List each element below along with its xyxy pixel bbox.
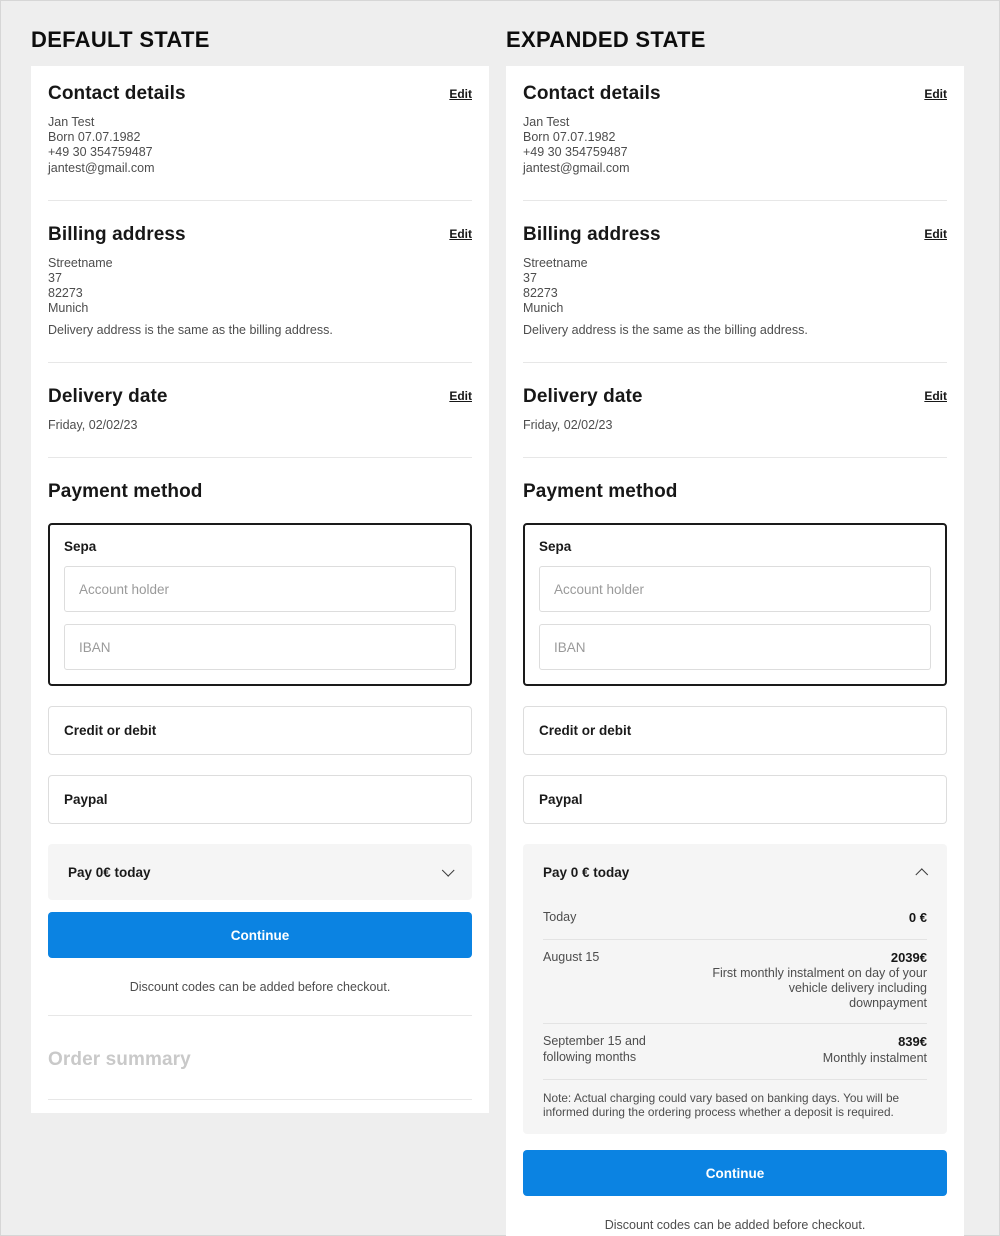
contact-name: Jan Test (48, 115, 95, 129)
panel-default-state (31, 27, 489, 1236)
pay-today-label: Pay 0 € today (543, 864, 630, 880)
contact-section-header (48, 82, 472, 105)
payment-option-sepa[interactable] (523, 523, 947, 686)
checkout-card-expanded (506, 66, 964, 1236)
contact-details-title: Contact details (523, 83, 661, 104)
edit-contact-link[interactable]: Edit (449, 86, 472, 101)
payment-method-title: Payment method (48, 481, 203, 503)
divider (48, 362, 472, 363)
divider (523, 200, 947, 201)
contact-name: Jan Test (523, 115, 570, 129)
pay-today-label: Pay 0€ today (68, 864, 151, 880)
schedule-label: Today (543, 910, 577, 925)
billing-section-header (523, 223, 947, 246)
edit-delivery-link[interactable]: Edit (924, 389, 947, 404)
payment-option-sepa[interactable] (48, 523, 472, 686)
chevron-up-icon (915, 868, 928, 881)
billing-info (48, 256, 472, 317)
edit-delivery-link[interactable]: Edit (449, 389, 472, 404)
schedule-amount: 0 € (908, 910, 927, 926)
iban-input[interactable] (539, 624, 931, 670)
schedule-description: First monthly instalment on day of your vehicle delivery including downpayment (712, 966, 927, 1010)
payment-method-title: Payment method (523, 481, 678, 503)
contact-email: jantest@gmail.com (48, 160, 155, 175)
delivery-date-value: Friday, 02/02/23 (48, 417, 138, 432)
checkout-card-default (31, 66, 489, 1113)
schedule-label: August 15 (543, 949, 600, 964)
schedule-row-august (543, 940, 927, 1025)
payment-option-paypal[interactable] (523, 775, 947, 824)
order-summary-title: Order summary (48, 1049, 191, 1071)
schedule-amount: 839€ (898, 1034, 927, 1050)
paypal-label: Paypal (539, 792, 583, 808)
schedule-label-line1: September 15 and (543, 1034, 646, 1049)
billing-section-header (48, 223, 472, 246)
billing-street: Streetname (523, 255, 588, 270)
divider (48, 200, 472, 201)
schedule-amount: 2039€ (890, 949, 927, 965)
delivery-same-note: Delivery address is the same as the billing address. (48, 322, 333, 337)
edit-billing-link[interactable]: Edit (449, 227, 472, 242)
edit-billing-link[interactable]: Edit (924, 227, 947, 242)
schedule-row-september (543, 1024, 927, 1079)
delivery-date-title: Delivery date (523, 385, 643, 407)
comparison-page (1, 1, 999, 1236)
payment-option-credit-debit[interactable] (48, 706, 472, 755)
billing-city: Munich (48, 301, 89, 316)
paypal-label: Paypal (64, 792, 108, 808)
delivery-date-title: Delivery date (48, 385, 168, 407)
contact-email: jantest@gmail.com (523, 160, 630, 175)
pay-today-accordion-expanded (523, 844, 947, 1134)
contact-section-header (523, 82, 947, 105)
billing-address-title: Billing address (48, 223, 186, 245)
payment-option-credit-debit[interactable] (523, 706, 947, 755)
contact-birthdate: Born 07.07.1982 (48, 130, 141, 145)
continue-button[interactable]: Continue (48, 912, 472, 958)
schedule-label-line2: following months (543, 1049, 637, 1064)
sepa-label: Sepa (539, 539, 572, 555)
billing-number: 37 (48, 271, 62, 286)
pay-today-accordion-collapsed (48, 844, 472, 900)
billing-info (523, 256, 947, 317)
delivery-same-note: Delivery address is the same as the billing address. (523, 322, 808, 337)
account-holder-input[interactable] (64, 566, 456, 612)
delivery-info (523, 418, 947, 433)
contact-info (523, 115, 947, 176)
billing-city: Munich (523, 301, 564, 316)
credit-debit-label: Credit or debit (64, 723, 157, 739)
divider (48, 1015, 472, 1016)
divider (48, 1099, 472, 1100)
continue-button[interactable]: Continue (523, 1150, 947, 1196)
iban-input[interactable] (64, 624, 456, 670)
billing-zip: 82273 (48, 286, 83, 301)
state-title-expanded: EXPANDED STATE (506, 27, 706, 52)
billing-address-title: Billing address (523, 223, 661, 245)
divider (523, 362, 947, 363)
banking-days-note: Note: Actual charging could vary based on banking days. You will be informed during the ordering process whether a deposit is required. (543, 1090, 900, 1119)
account-holder-input[interactable] (539, 566, 931, 612)
payment-section-header (523, 480, 947, 503)
delivery-section-header (523, 385, 947, 408)
contact-info (48, 115, 472, 176)
contact-birthdate: Born 07.07.1982 (523, 130, 616, 145)
panel-expanded-state (506, 27, 964, 1236)
credit-debit-label: Credit or debit (539, 723, 632, 739)
billing-number: 37 (523, 271, 537, 286)
contact-phone: +49 30 354759487 (48, 145, 153, 160)
contact-phone: +49 30 354759487 (523, 145, 628, 160)
pay-today-accordion-header[interactable] (68, 844, 452, 900)
edit-contact-link[interactable]: Edit (924, 86, 947, 101)
sepa-label: Sepa (64, 539, 97, 555)
discount-note: Discount codes can be added before checkout. (604, 1218, 866, 1233)
contact-details-title: Contact details (48, 83, 186, 104)
pay-today-accordion-header[interactable] (543, 844, 927, 900)
delivery-date-value: Friday, 02/02/23 (523, 417, 613, 432)
billing-street: Streetname (48, 255, 113, 270)
schedule-description: Monthly instalment (822, 1050, 927, 1065)
delivery-info (48, 418, 472, 433)
discount-note: Discount codes can be added before checkout. (129, 980, 391, 995)
schedule-row-today (543, 900, 927, 940)
state-title-default: DEFAULT STATE (31, 27, 210, 52)
payment-option-paypal[interactable] (48, 775, 472, 824)
chevron-down-icon (442, 864, 455, 877)
delivery-section-header (48, 385, 472, 408)
divider (48, 457, 472, 458)
divider (523, 457, 947, 458)
payment-section-header (48, 480, 472, 503)
billing-zip: 82273 (523, 286, 558, 301)
